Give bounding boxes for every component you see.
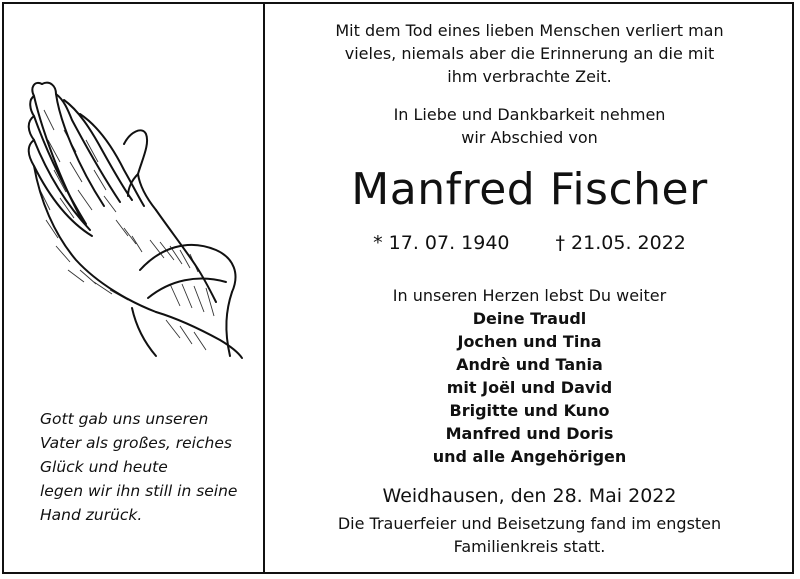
- mourner-line: mit Joël und David: [446, 378, 613, 397]
- poem: [40, 407, 260, 527]
- left-column: [4, 4, 263, 572]
- funeral-line: Familienkreis statt.: [453, 537, 606, 556]
- death-date: † 21.05. 2022: [555, 232, 686, 254]
- mourner-line: und alle Angehörigen: [432, 447, 627, 466]
- quote-line: vieles, niemals aber die Erinnerung an die mit: [344, 44, 715, 63]
- quote-line: ihm verbrachte Zeit.: [447, 67, 612, 86]
- mourner-line: Manfred und Doris: [445, 424, 614, 443]
- heart-line: In unseren Herzen lebst Du weiter: [392, 286, 667, 305]
- funeral-line: Die Trauerfeier und Beisetzung fand im engsten: [337, 514, 722, 533]
- farewell-line: In Liebe und Dankbarkeit nehmen: [393, 105, 666, 124]
- poem-line: Vater als großes, reiches: [40, 434, 232, 452]
- place-date: Weidhausen, den 28. Mai 2022: [382, 485, 677, 507]
- mourner-line: Brigitte und Kuno: [449, 401, 610, 420]
- poem-line: Hand zurück.: [40, 506, 143, 524]
- deceased-name: Manfred Fischer: [351, 164, 708, 215]
- poem-line: legen wir ihn still in seine: [40, 482, 238, 500]
- poem-line: Gott gab uns unseren: [40, 410, 209, 428]
- quote-line: Mit dem Tod eines lieben Menschen verliert man: [335, 21, 724, 40]
- mourner-line: Jochen und Tina: [457, 332, 602, 351]
- right-column: [265, 4, 794, 572]
- life-dates: [265, 232, 794, 254]
- mourner-line: Deine Traudl: [472, 309, 587, 328]
- praying-hands-illustration: [20, 70, 246, 360]
- farewell-line: wir Abschied von: [461, 128, 598, 147]
- poem-line: Glück und heute: [40, 458, 168, 476]
- birth-date: * 17. 07. 1940: [373, 232, 510, 254]
- mourner-line: Andrè und Tania: [456, 355, 603, 374]
